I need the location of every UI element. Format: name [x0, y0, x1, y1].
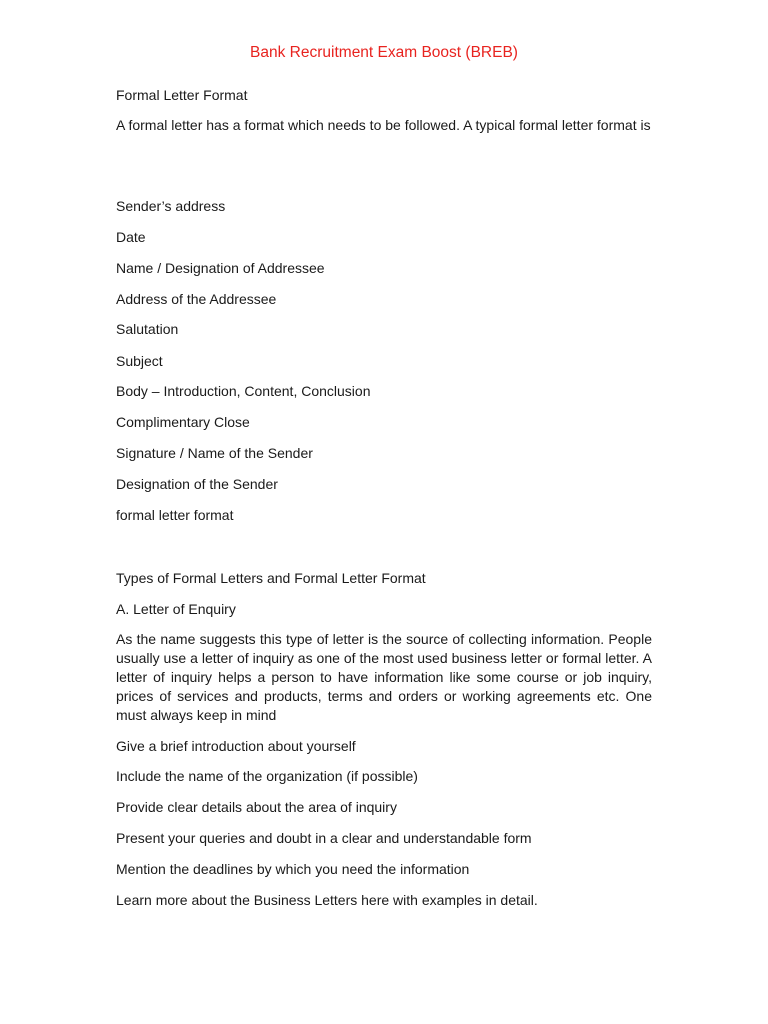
format-item: Sender’s address	[116, 198, 226, 214]
format-item: Subject	[116, 353, 163, 369]
format-item: Name / Designation of Addressee	[116, 260, 325, 276]
enquiry-point: Give a brief introduction about yourself	[116, 738, 356, 754]
document-header-title: Bank Recruitment Exam Boost (BREB)	[250, 44, 518, 61]
section-heading-letter-of-enquiry: A. Letter of Enquiry	[116, 601, 236, 617]
enquiry-point: Present your queries and doubt in a clear and understandable form	[116, 830, 532, 846]
enquiry-point: Mention the deadlines by which you need the information	[116, 861, 470, 877]
format-item: Date	[116, 229, 146, 245]
format-item: Body – Introduction, Content, Conclusion	[116, 383, 371, 399]
format-item: Complimentary Close	[116, 414, 250, 430]
enquiry-point: Include the name of the organization (if possible)	[116, 768, 418, 784]
enquiry-point: Learn more about the Business Letters here with examples in detail.	[116, 892, 538, 908]
enquiry-point: Provide clear details about the area of inquiry	[116, 799, 397, 815]
format-item: Designation of the Sender	[116, 476, 278, 492]
format-item: Signature / Name of the Sender	[116, 445, 313, 461]
format-intro-paragraph: A formal letter has a format which needs to be followed. A typical formal letter format is	[116, 117, 651, 133]
section-heading-types: Types of Formal Letters and Formal Letter Format	[116, 570, 426, 586]
format-item: Address of the Addressee	[116, 291, 277, 307]
format-item: Salutation	[116, 321, 179, 337]
section-heading-formal-letter-format: Formal Letter Format	[116, 87, 248, 103]
enquiry-body-paragraph: As the name suggests this type of letter is the source of collecting information. People usually use a letter of inquiry as one of the most used business letter or formal letter. A letter of inquiry helps a person to have information like some course or job inquiry, prices of services and products, terms and orders or working agreements etc. One must always keep in mind	[116, 631, 652, 723]
format-item: formal letter format	[116, 507, 234, 523]
